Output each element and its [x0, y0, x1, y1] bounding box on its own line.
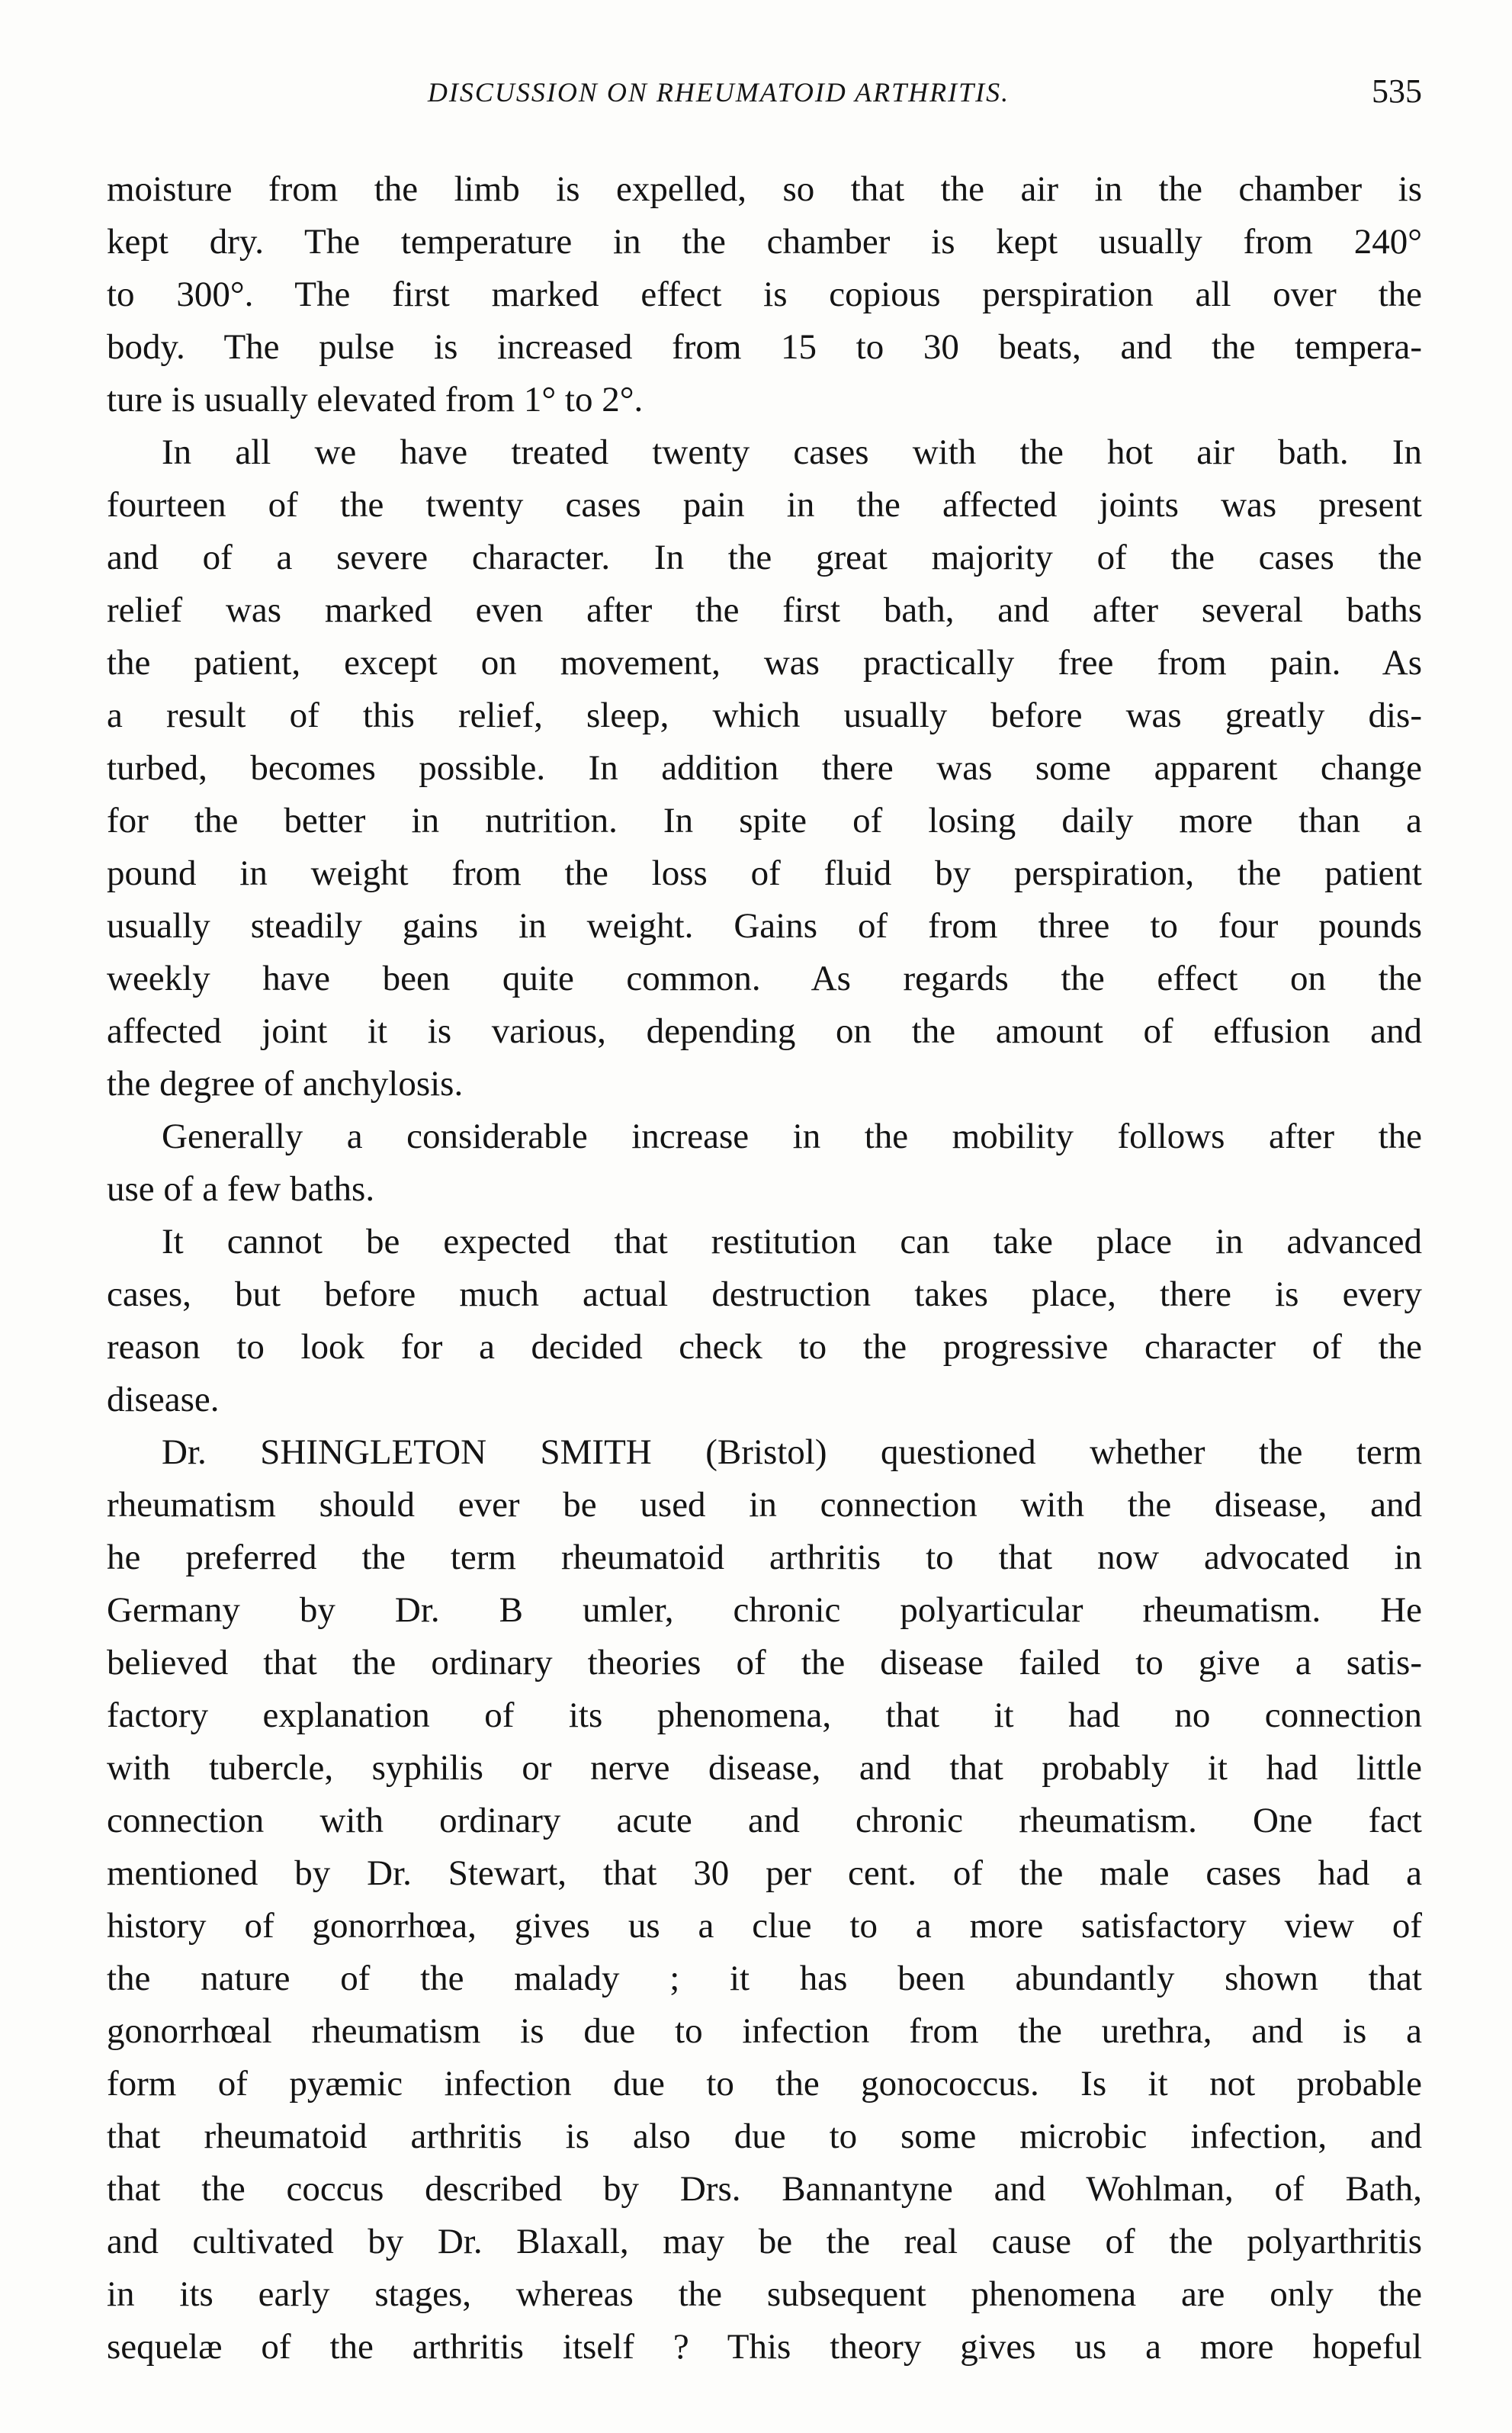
page-number: 535: [1372, 72, 1422, 110]
text-line: he preferred the term rheumatoid arthritis to that now advocated in: [107, 1538, 1422, 1577]
text-line: gonorrhœal rheumatism is due to infection from the urethra, and is a: [107, 2011, 1422, 2051]
running-head-title: DISCUSSION ON RHEUMATOID ARTHRITIS.: [427, 77, 1010, 108]
text-line: believed that the ordinary theories of the disease failed to give a satis-: [107, 1643, 1422, 1683]
text-line: Dr. SHINGLETON SMITH (Bristol) questioned whether the term: [162, 1432, 1422, 1472]
text-line: disease.: [107, 1380, 220, 1419]
text-line: connection with ordinary acute and chronic rheumatism. One fact: [107, 1801, 1422, 1840]
text-line: the degree of anchylosis.: [107, 1064, 464, 1104]
text-line: and of a severe character. In the great majority of the cases the: [107, 538, 1422, 577]
text-line: affected joint it is various, depending on the amount of effusion and: [107, 1011, 1422, 1051]
text-line: that the coccus described by Drs. Bannantyne and Wohlman, of Bath,: [107, 2169, 1422, 2209]
text-line: weekly have been quite common. As regards the effect on the: [107, 959, 1422, 998]
text-line: that rheumatoid arthritis is also due to some microbic infection, and: [107, 2116, 1422, 2156]
text-line: a result of this relief, sleep, which usually before was greatly dis-: [107, 696, 1422, 735]
text-line: turbed, becomes possible. In addition there was some apparent change: [107, 748, 1422, 788]
text-line: moisture from the limb is expelled, so that the air in the chamber is: [107, 169, 1422, 209]
text-line: factory explanation of its phenomena, that it had no connection: [107, 1695, 1422, 1735]
text-line: Generally a considerable increase in the mobility follows after the: [162, 1117, 1422, 1156]
text-line: the patient, except on movement, was practically free from pain. As: [107, 643, 1422, 683]
text-line: use of a few baths.: [107, 1169, 375, 1209]
text-line: In all we have treated twenty cases with the hot air bath. In: [162, 432, 1422, 472]
text-line: rheumatism should ever be used in connection with the disease, and: [107, 1485, 1422, 1525]
text-line: mentioned by Dr. Stewart, that 30 per cent. of the male cases had a: [107, 1853, 1422, 1893]
text-line: pound in weight from the loss of fluid by perspiration, the patient: [107, 853, 1422, 893]
text-line: and cultivated by Dr. Blaxall, may be the real cause of the polyarthritis: [107, 2222, 1422, 2261]
text-line: kept dry. The temperature in the chamber is kept usually from 240°: [107, 222, 1422, 262]
text-line: It cannot be expected that restitution can take place in advanced: [162, 1222, 1422, 1261]
text-line: relief was marked even after the first bath, and after several baths: [107, 590, 1422, 630]
text-line: the nature of the malady ; it has been abundantly shown that: [107, 1959, 1422, 1998]
running-head: [107, 72, 1422, 119]
text-line: in its early stages, whereas the subsequent phenomena are only the: [107, 2274, 1422, 2314]
text-line: reason to look for a decided check to the progressive character of the: [107, 1327, 1422, 1367]
text-line: body. The pulse is increased from 15 to 30 beats, and the tempera-: [107, 327, 1422, 367]
text-line: Germany by Dr. B umler, chronic polyarticular rheumatism. He: [107, 1590, 1422, 1630]
text-line: sequelæ of the arthritis itself ? This theory gives us a more hopeful: [107, 2327, 1422, 2367]
text-line: for the better in nutrition. In spite of losing daily more than a: [107, 801, 1422, 840]
text-line: usually steadily gains in weight. Gains of from three to four pounds: [107, 906, 1422, 946]
text-line: ture is usually elevated from 1° to 2°.: [107, 380, 644, 419]
text-line: with tubercle, syphilis or nerve disease, and that probably it had little: [107, 1748, 1422, 1788]
text-line: form of pyæmic infection due to the gonococcus. Is it not probable: [107, 2064, 1422, 2104]
text-line: cases, but before much actual destruction takes place, there is every: [107, 1274, 1422, 1314]
text-line: history of gonorrhœa, gives us a clue to a more satisfactory view of: [107, 1906, 1422, 1946]
body-text: [107, 163, 1422, 2374]
text-line: fourteen of the twenty cases pain in the affected joints was present: [107, 485, 1422, 525]
text-line: to 300°. The first marked effect is copious perspiration all over the: [107, 275, 1422, 314]
